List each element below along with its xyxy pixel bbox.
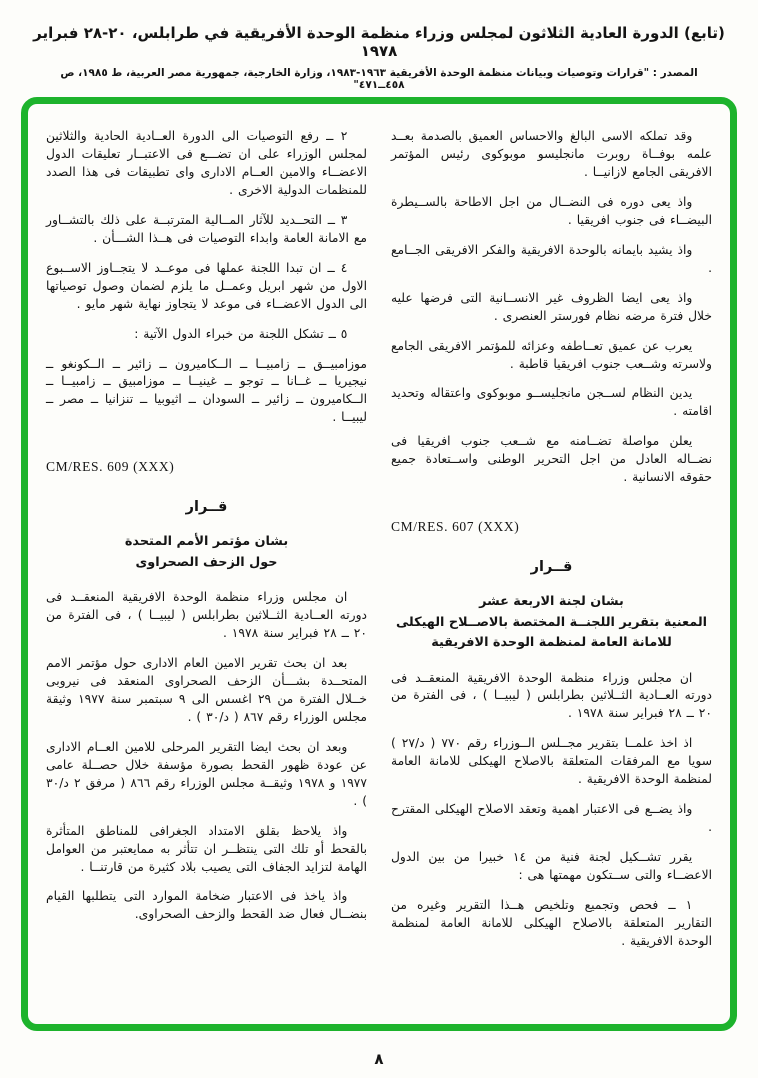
- paragraph: بعد ان بحث تقرير الامين العام الادارى حول مؤتمر الامم المتحــدة بشـــأن الزحف الصحراوى المنعقد فى نيروبى خــلال الفترة من ٢٩ اغسس الى ٩ سبتمبر سنة ١٩٧٧ وثيقة مجلس الوزراء رقم ٨٦٧ ( د/٣٠ ) .: [46, 656, 367, 724]
- paragraph: يدين النظام لســجن مانجليســو موبوكوى واعتقاله وتحديد اقامته .: [391, 386, 712, 419]
- paragraph: واذ يعى ايضا الظروف غير الانســانية التى فرضها عليه خلال فترة مرضه نظام فورستر العنصرى .: [391, 290, 712, 323]
- page-header: [0, 24, 758, 91]
- paragraph: يقرر تشــكيل لجنة فنية من ١٤ خبيرا من بين الدول الاعضــاء والتى ســتكون مهمتها هى :: [391, 850, 712, 883]
- resolution-subtitle-line: بشان مؤتمر الأمم المتحدة: [124, 534, 289, 550]
- paragraph: واذ ياخذ فى الاعتبار ضخامة الموارد التى يتطلبها القيام بنضــال فعال ضد القحط والزحف الصحراوى.: [46, 889, 367, 922]
- resolution-subtitle-line: المعنية بتقرير اللجنــة المختصة بالاصــلاح الهيكلى: [395, 614, 708, 630]
- paragraph: ٤ ــ ان تبدا اللجنة عملها فى موعــد لا يتجــاوز الاســبوع الاول من شهر ابريل وعمــل ما يلزم لضمان وصول توصياتها الى الدول الاعضــاء فى موعد لا يتجاوز نهاية شهر مايو .: [46, 260, 367, 311]
- paragraph: واذ يشيد بايمانه بالوحدة الافريقية والفكر الافريقى الجــامع .: [391, 242, 712, 275]
- paragraph: ٢ ــ رفع التوصيات الى الدورة العــادية الحادية والثلاثين لمجلس الوزراء على ان تضـــع فى الاعتبــار تعليقات الدول الاعضــاء والامين العــام الادارى واى تطبيقات فى هذا الصدد للمنظمات الدولية الاخرى .: [46, 129, 367, 197]
- resolution-subtitle: [46, 532, 367, 573]
- paragraph: واذ يلاحظ بقلق الامتداد الجغرافى للمناطق المتأثرة بالقحط أو تلك التى ينتظــر ان تتأثر به ممايعتبر من العوامل الهامة لتزايد الجفاف التى يصيب بلاد كثيرة من قارتنــا .: [46, 823, 367, 874]
- column-left: [46, 128, 367, 1014]
- page-footer: [0, 1049, 758, 1068]
- paragraph: وقد تملكه الاسى البالغ والاحساس العميق بالصدمة بعــد علمه بوفــاة روبرت مانجليسو موبوكوى رئيس المؤتمر الافريقى الجامع لازانيــا .: [391, 129, 712, 179]
- paragraph: اذ اخذ علمــا بتقرير مجــلس الــوزراء رقم ٧٧٠ ( د/٢٧ ) سويا مع المرفقات المتعلقة بالاصلاح الهيكلى للامانة العامة لمنظمة الوحدة الافريقية .: [391, 736, 712, 787]
- paragraph: يعرب عن عميق تعــاطفه وعزائه للمؤتمر الافريقى الجامع ولاسرته وشــعب جنوب افريقيا قاطبة .: [391, 338, 712, 371]
- paragraph: ٥ ــ تشكل اللجنة من خبراء الدول الآتية :: [134, 326, 348, 341]
- resolution-subtitle-line: للامانة العامة لمنظمة الوحدة الافريقية: [431, 635, 672, 651]
- resolution-subtitle: [391, 592, 712, 653]
- header-source-line: المصدر : "قرارات وتوصيات وبيانات منظمة الوحدة الأفريقية ١٩٦٣-١٩٨٣، وزارة الخارجية، جمهورية مصر العربية، ط ١٩٨٥، ص ٤٥٨ــ٤٧١": [60, 67, 698, 91]
- paragraph: ان مجلس وزراء منظمة الوحدة الافريقية المنعقــد فى دورته العــادية الثــلاثين بطرابلس ( ليبيــا ) ، فى الفترة من ٢٠ ــ ٢٨ فبراير سنة ١٩٧٨ .: [46, 590, 367, 641]
- paragraph: واذ يضــع فى الاعتبار اهمية وتعقد الاصلاح الهيكلى المقترح .: [391, 802, 712, 835]
- header-title: (تابع) الدورة العادية الثلاثون لمجلس وزراء منظمة الوحدة الأفريقية في طرابلس، ٢٠-٢٨ فبراير ١٩٧٨: [33, 24, 725, 60]
- paragraph: يعلن مواصلة تضــامنه مع شــعب جنوب افريقيا فى نضــاله العادل من اجل التحرير الوطنى واســتعادة جميع حقوقه الانسانية .: [391, 434, 712, 485]
- paragraph: ١ ــ فحص وتجميع وتلخيص هــذا التقرير وغيره من التقارير المتعلقة بالاصلاح الهيكلى للامانة العامة لمنظمة الوحدة الافريقية .: [391, 898, 712, 948]
- paragraph: ٣ ــ التحــديد للآثار المــالية المترتبــة على ذلك بالتشــاور مع الامانة العامة وابداء التوصيات فى هــذا الشـــأن .: [46, 212, 367, 245]
- paragraph: واذ يعى دوره فى النضــال من اجل الاطاحة بالســيطرة البيضــاء فى جنوب افريقيا .: [391, 194, 712, 227]
- countries-list: موزامبيــق ــ زامبيــا ــ الــكاميرون ــ زائير ــ الــكونغو ــ نيجيريا ــ غــانا ــ توجو ــ غينيــا ــ موزامبيق ــ زامبيــا ــ الــكاميرون ــ زائير ــ السودان ــ اثيوبيا ــ تنزانيا ــ مصر ــ ليبيــا .: [46, 356, 367, 425]
- resolution-title: قــرار: [185, 499, 228, 516]
- resolution-subtitle-line: حول الزحف الصحراوى: [135, 554, 278, 570]
- resolution-number: CM/RES. 609 (XXX): [46, 459, 175, 475]
- green-border-frame: [21, 97, 737, 1031]
- two-column-layout: [28, 104, 730, 1024]
- paragraph: ان مجلس وزراء منظمة الوحدة الافريقية المنعقــد فى دورته العــادية الثــلاثين بطرابلس ( ليبيــا ) ، فى الفترة من ٢٠ ــ ٢٨ فبراير سنة ١٩٧٨ .: [391, 670, 712, 721]
- resolution-subtitle-line: بشان لجنة الاربعة عشر: [479, 594, 624, 610]
- column-right: [391, 128, 712, 1014]
- page-number: ٨: [374, 1050, 384, 1068]
- resolution-number: CM/RES. 607 (XXX): [391, 519, 520, 535]
- paragraph: وبعد ان بحث ايضا التقرير المرحلى للامين العــام الادارى عن عودة ظهور القحط بصورة مؤسفة خلال حصــلة عامى ١٩٧٧ و ١٩٧٨ وثيقــة مجلس الوزراء رقم ٨٦٦ ( مرفق ٢ د/٣٠ ) .: [46, 739, 368, 808]
- resolution-title: قــرار: [530, 558, 573, 575]
